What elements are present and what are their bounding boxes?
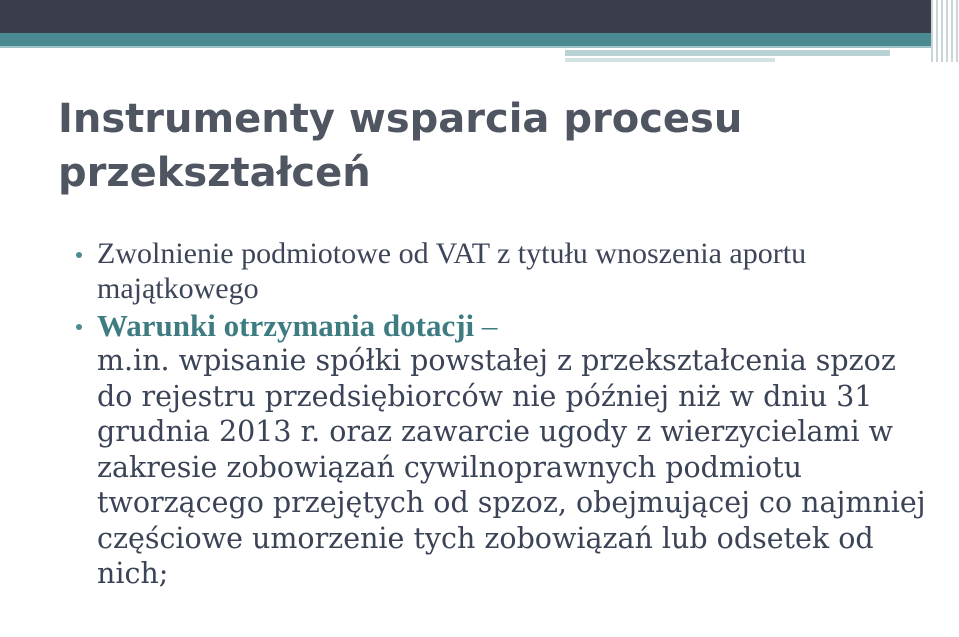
header-stripe [565,50,890,56]
header-light-line [0,46,959,48]
bullet-text: Warunki otrzymania dotacji [97,308,475,343]
header-teal-band [0,33,959,46]
header-vertical-lines [931,0,959,62]
header-decoration [0,0,959,62]
bullet-item [76,236,936,306]
bullet-item [76,308,936,343]
bullet-continuation: m.in. wpisanie spółki powstałej z przekształcenia spzoz do rejestru przedsiębiorców nie później niż w dniu 31 grudnia 2013 r. oraz zawarcie ugody z wierzycielami w zakresie zobowiązań cywilnoprawnych podmiotu tworzącego przejętych od spzoz, obejmującej co najmniej częściowe umorzenie tych zobowiązań lub odsetek od nich; [97,344,926,590]
bullet-dash: – [474,308,498,343]
header-stripe [565,58,775,62]
slide-title: Instrumenty wsparcia procesu przekształceń [58,96,743,196]
bullet-text: Zwolnienie podmiotowe od VAT z tytułu wnoszenia aportu majątkowego [97,237,807,305]
slide-body [76,236,936,592]
header-dark-band [0,0,959,33]
